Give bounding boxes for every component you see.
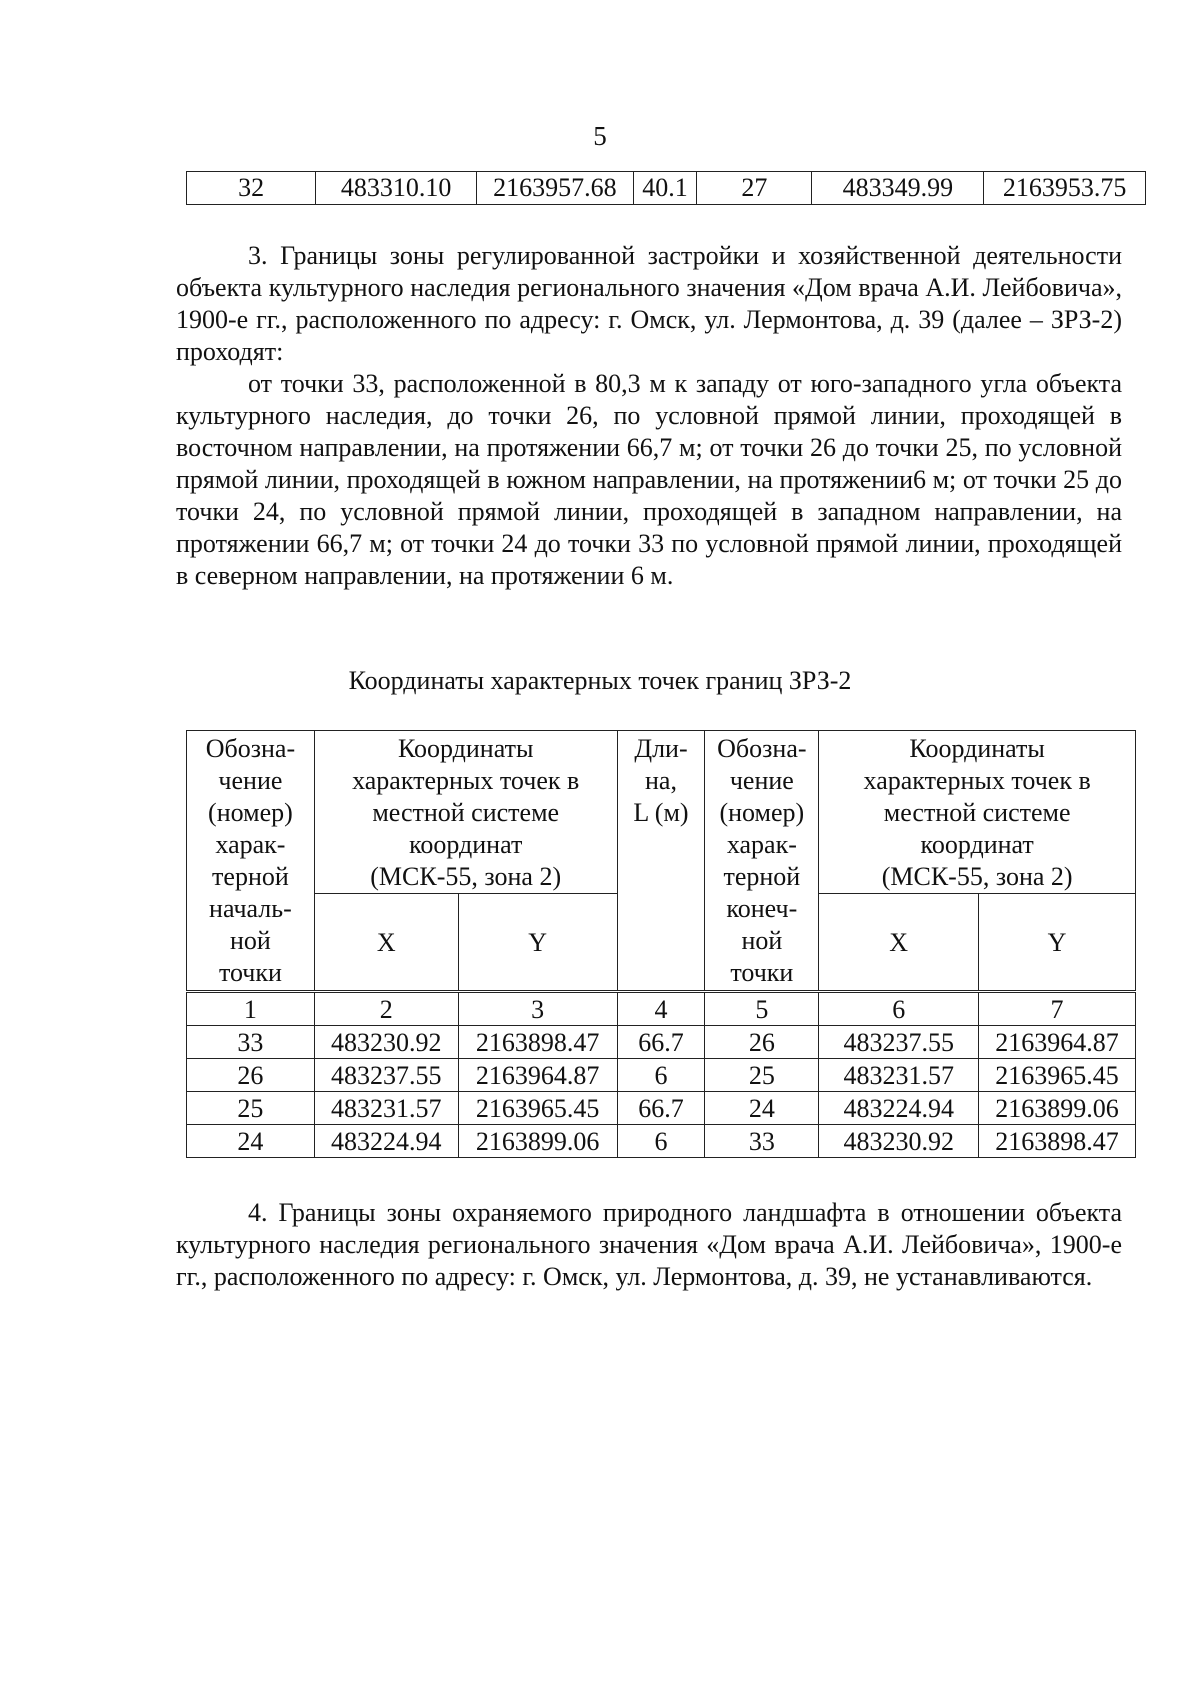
header-length: Дли- на, L (м)	[617, 731, 705, 992]
header-coords-end: Координаты характерных точек в местной системе координат (МСК-55, зона 2)	[819, 731, 1136, 894]
section-3-paragraph: 3. Границы зоны регулированной застройки и хозяйственной деятельности объекта культурного наследия регионального значения «Дом врача А.И. Лейбовича», 1900-е гг., расположенного по адресу: г. Омск, ул. Лермонтова, д. 39 (далее – ЗРЗ-2) проходят:	[176, 241, 1122, 366]
header-y: Y	[979, 894, 1136, 992]
cell-x: 483230.92	[314, 1026, 458, 1059]
header-end-point: Обозна- чение (номер) харак- терной конеч- ной точки	[705, 731, 819, 992]
column-number: 6	[819, 992, 979, 1026]
cell-x: 483230.92	[819, 1125, 979, 1158]
cell-end-point: 26	[705, 1026, 819, 1059]
cell-x: 483237.55	[819, 1026, 979, 1059]
cell-y: 2163899.06	[979, 1092, 1136, 1125]
cell-x: 483349.99	[812, 172, 984, 205]
page-number: 5	[593, 121, 607, 151]
cell-length: 66.7	[617, 1092, 705, 1125]
cell-y: 2163965.45	[458, 1092, 617, 1125]
header-x: X	[314, 894, 458, 992]
cell-length: 6	[617, 1059, 705, 1092]
cell-y: 2163964.87	[458, 1059, 617, 1092]
header-start-point: Обозна- чение (номер) харак- терной началь- ной точки	[187, 731, 315, 992]
cell-length: 6	[617, 1125, 705, 1158]
section-3	[176, 240, 1122, 592]
table-row	[187, 172, 1146, 205]
cell-y: 2163898.47	[458, 1026, 617, 1059]
section-4-paragraph: 4. Границы зоны охраняемого природного ландшафта в отношении объекта культурного наследия регионального значения «Дом врача А.И. Лейбовича», 1900-е гг., расположенного по адресу: г. Омск, ул. Лермонтова, д. 39, не устанавливаются.	[176, 1198, 1122, 1291]
header-x: X	[819, 894, 979, 992]
header-coords-start: Координаты характерных точек в местной системе координат (МСК-55, зона 2)	[314, 731, 617, 894]
cell-x: 483224.94	[819, 1092, 979, 1125]
cell-y: 2163957.68	[477, 172, 634, 205]
cell-start-point: 32	[187, 172, 316, 205]
cell-x: 483237.55	[314, 1059, 458, 1092]
cell-x: 483310.10	[316, 172, 477, 205]
cell-x: 483231.57	[314, 1092, 458, 1125]
column-number: 5	[705, 992, 819, 1026]
cell-start-point: 26	[187, 1059, 315, 1092]
table-row	[187, 1092, 1136, 1125]
cell-y: 2163953.75	[984, 172, 1146, 205]
column-number: 4	[617, 992, 705, 1026]
coordinates-table	[186, 730, 1136, 1158]
cell-end-point: 27	[697, 172, 812, 205]
column-number: 3	[458, 992, 617, 1026]
cell-y: 2163965.45	[979, 1059, 1136, 1092]
cell-start-point: 24	[187, 1125, 315, 1158]
cell-end-point: 24	[705, 1092, 819, 1125]
header-y: Y	[458, 894, 617, 992]
table-row	[187, 1059, 1136, 1092]
cell-y: 2163898.47	[979, 1125, 1136, 1158]
cell-x: 483231.57	[819, 1059, 979, 1092]
cell-x: 483224.94	[314, 1125, 458, 1158]
cell-length: 40.1	[633, 172, 697, 205]
table-caption: Координаты характерных точек границ ЗРЗ-2	[348, 666, 852, 695]
column-number: 1	[187, 992, 315, 1026]
column-number: 2	[314, 992, 458, 1026]
cell-y: 2163964.87	[979, 1026, 1136, 1059]
table-header-row	[187, 731, 1136, 894]
cell-y: 2163899.06	[458, 1125, 617, 1158]
table-row	[187, 1125, 1136, 1158]
cell-end-point: 25	[705, 1059, 819, 1092]
table-row	[187, 1026, 1136, 1059]
cell-start-point: 25	[187, 1092, 315, 1125]
section-4	[176, 1197, 1122, 1293]
cell-length: 66.7	[617, 1026, 705, 1059]
cell-end-point: 33	[705, 1125, 819, 1158]
section-3-description: от точки 33, расположенной в 80,3 м к западу от юго-западного угла объекта культурного наследия, до точки 26, по условной прямой линии, проходящей в восточном направлении, на протяжении 66,7 м; от точки 26 до точки 25, по условной прямой линии, проходящей в южном направлении, на протяжении6 м; от точки 25 до точки 24, по условной прямой линии, проходящей в западном направлении, на протяжении 66,7 м; от точки 24 до точки 33 по условной прямой линии, проходящей в северном направлении, на протяжении 6 м.	[176, 369, 1122, 590]
column-numbers-row	[187, 992, 1136, 1026]
carryover-table	[186, 171, 1146, 205]
column-number: 7	[979, 992, 1136, 1026]
cell-start-point: 33	[187, 1026, 315, 1059]
